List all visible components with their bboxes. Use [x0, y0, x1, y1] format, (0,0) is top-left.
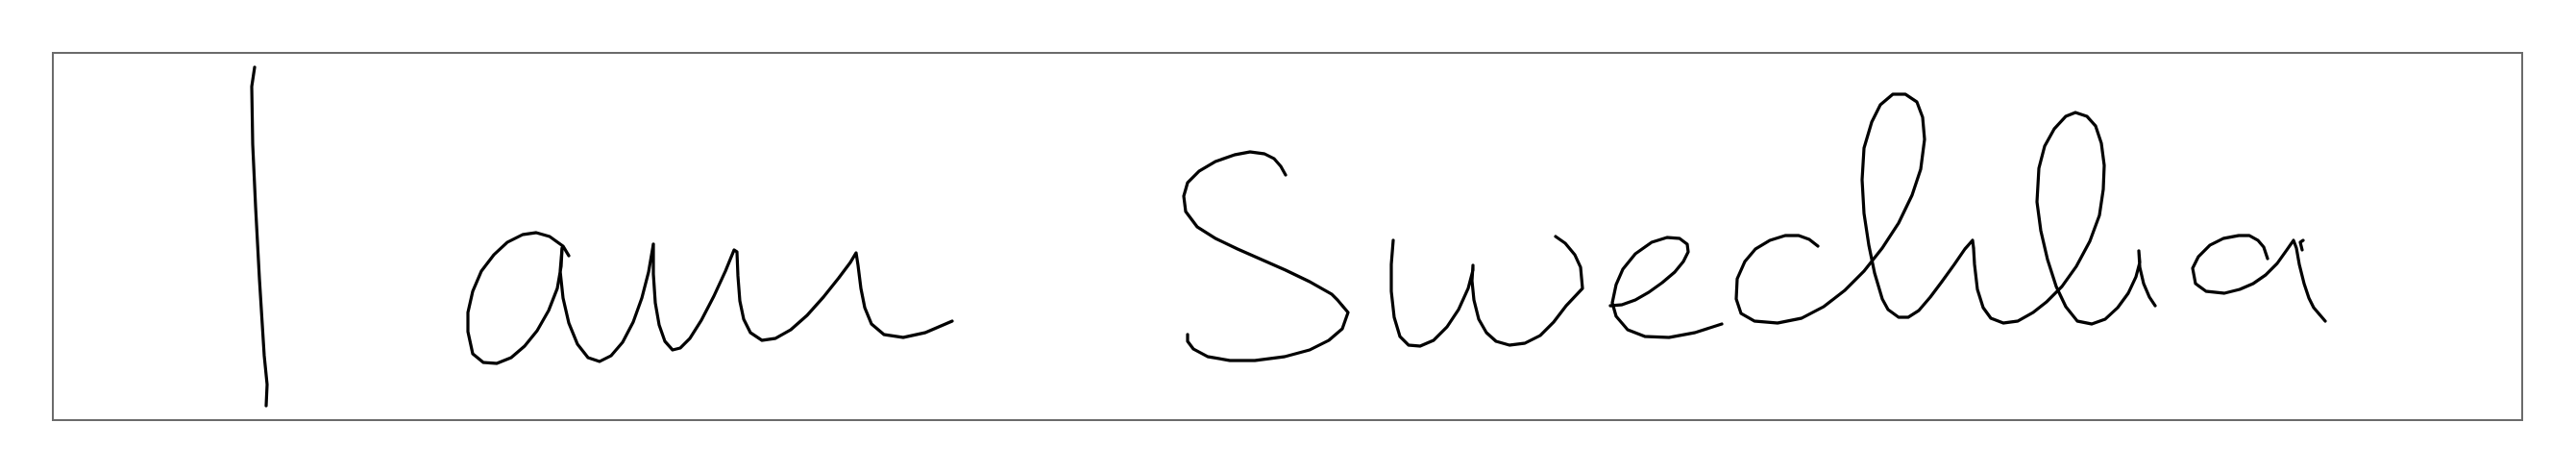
- letter-h-stroke: [1974, 112, 2155, 324]
- word-swedha: [1184, 94, 2325, 361]
- letter-i-stroke: [252, 67, 267, 406]
- letter-a-tail-stroke: [560, 244, 653, 361]
- letter-m-stroke: [653, 244, 952, 350]
- letter-d-stroke: [1736, 94, 1974, 323]
- letter-a-bowl-stroke: [468, 233, 569, 363]
- letter-a-final-stroke: [2193, 236, 2325, 321]
- word-am: [468, 233, 952, 363]
- letter-w-stroke: [1391, 236, 1582, 346]
- word-i: [252, 67, 267, 406]
- letter-e-stroke: [1610, 237, 1722, 337]
- letter-s-stroke: [1184, 152, 1348, 361]
- letter-a-final-connector: [2300, 240, 2303, 250]
